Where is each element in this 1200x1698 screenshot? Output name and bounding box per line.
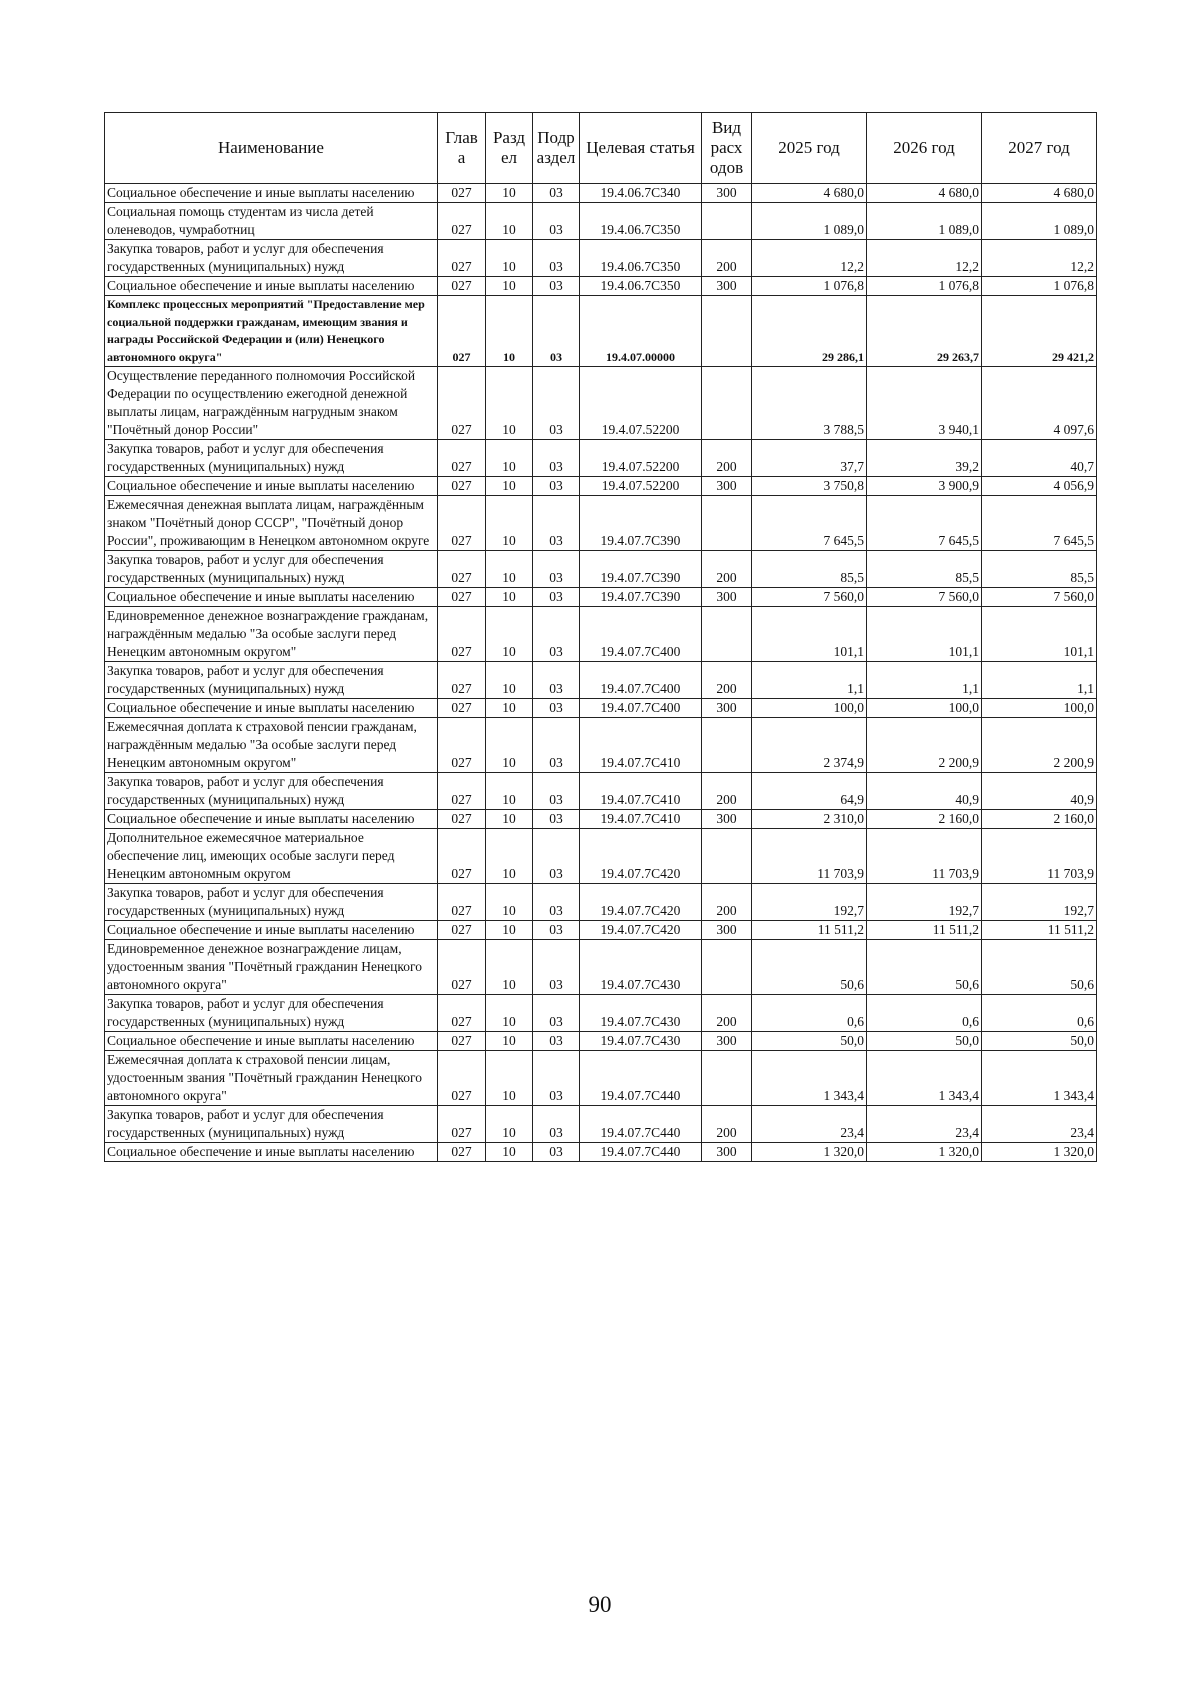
row-vid: 300 [702,699,752,718]
row-podrazdel: 03 [533,662,580,699]
row-value-2027: 40,9 [982,773,1097,810]
row-name: Социальное обеспечение и иные выплаты населению [105,184,438,203]
row-vid: 300 [702,277,752,296]
row-value-2027: 11 511,2 [982,921,1097,940]
table-row [105,718,1097,773]
row-value-2027: 29 421,2 [982,296,1097,367]
row-glava: 027 [438,496,486,551]
row-value-2027: 4 097,6 [982,367,1097,440]
row-target: 19.4.07.7С410 [580,718,702,773]
row-value-2027: 1 343,4 [982,1051,1097,1106]
row-glava: 027 [438,296,486,367]
row-razdel: 10 [486,440,533,477]
table-row [105,940,1097,995]
row-vid: 300 [702,810,752,829]
row-value-2025: 7 645,5 [752,496,867,551]
row-podrazdel: 03 [533,1106,580,1143]
row-target: 19.4.07.52200 [580,477,702,496]
budget-table [104,112,1097,1162]
row-glava: 027 [438,440,486,477]
row-value-2027: 100,0 [982,699,1097,718]
row-value-2026: 39,2 [867,440,982,477]
row-value-2027: 4 680,0 [982,184,1097,203]
row-name: Единовременное денежное вознаграждение гражданам, награждённым медалью "За особые заслуги перед Ненецким автономным округом" [105,607,438,662]
row-target: 19.4.07.7С390 [580,496,702,551]
row-vid: 200 [702,995,752,1032]
row-podrazdel: 03 [533,810,580,829]
row-podrazdel: 03 [533,440,580,477]
row-target: 19.4.07.7С440 [580,1106,702,1143]
row-name: Ежемесячная денежная выплата лицам, награждённым знаком "Почётный донор СССР", "Почётный донор России", проживающим в Ненецком автономном округе [105,496,438,551]
row-value-2026: 11 511,2 [867,921,982,940]
row-value-2027: 12,2 [982,240,1097,277]
row-value-2027: 1 076,8 [982,277,1097,296]
row-value-2027: 7 560,0 [982,588,1097,607]
row-vid: 200 [702,551,752,588]
row-podrazdel: 03 [533,884,580,921]
row-podrazdel: 03 [533,940,580,995]
row-vid: 200 [702,1106,752,1143]
row-name: Социальное обеспечение и иные выплаты населению [105,1143,438,1162]
row-value-2027: 11 703,9 [982,829,1097,884]
row-value-2026: 40,9 [867,773,982,810]
row-value-2025: 1,1 [752,662,867,699]
table-row [105,829,1097,884]
row-vid: 300 [702,588,752,607]
row-glava: 027 [438,240,486,277]
row-value-2026: 50,0 [867,1032,982,1051]
table-row [105,921,1097,940]
row-name: Ежемесячная доплата к страховой пенсии гражданам, награждённым медалью "За особые заслуги перед Ненецким автономным округом" [105,718,438,773]
row-name: Социальное обеспечение и иные выплаты населению [105,810,438,829]
row-value-2026: 50,6 [867,940,982,995]
row-name: Осуществление переданного полномочия Российской Федерации по осуществлению ежегодной денежной выплаты лицам, награждённым нагрудным знаком "Почётный донор России" [105,367,438,440]
table-row [105,184,1097,203]
row-razdel: 10 [486,921,533,940]
row-glava: 027 [438,277,486,296]
row-name: Закупка товаров, работ и услуг для обеспечения государственных (муниципальных) нужд [105,1106,438,1143]
row-razdel: 10 [486,773,533,810]
header-name: Наименование [105,113,438,184]
table-row [105,240,1097,277]
table-row [105,1051,1097,1106]
row-glava: 027 [438,718,486,773]
row-value-2025: 1 343,4 [752,1051,867,1106]
row-name: Закупка товаров, работ и услуг для обеспечения государственных (муниципальных) нужд [105,773,438,810]
row-target: 19.4.06.7С350 [580,277,702,296]
row-glava: 027 [438,995,486,1032]
row-podrazdel: 03 [533,367,580,440]
row-value-2027: 0,6 [982,995,1097,1032]
row-name: Закупка товаров, работ и услуг для обеспечения государственных (муниципальных) нужд [105,240,438,277]
row-value-2027: 85,5 [982,551,1097,588]
table-row [105,296,1097,367]
row-glava: 027 [438,588,486,607]
row-value-2025: 64,9 [752,773,867,810]
row-glava: 027 [438,1143,486,1162]
row-name: Ежемесячная доплата к страховой пенсии лицам, удостоенным звания "Почётный гражданин Ненецкого автономного округа" [105,1051,438,1106]
row-podrazdel: 03 [533,995,580,1032]
row-value-2026: 85,5 [867,551,982,588]
row-podrazdel: 03 [533,607,580,662]
row-value-2027: 1,1 [982,662,1097,699]
row-razdel: 10 [486,884,533,921]
table-row [105,810,1097,829]
row-glava: 027 [438,203,486,240]
header-glava: Глав а [438,113,486,184]
row-glava: 027 [438,921,486,940]
row-razdel: 10 [486,551,533,588]
row-target: 19.4.07.7С410 [580,810,702,829]
row-razdel: 10 [486,940,533,995]
table-row [105,1106,1097,1143]
row-value-2025: 7 560,0 [752,588,867,607]
row-value-2026: 2 160,0 [867,810,982,829]
row-vid: 200 [702,440,752,477]
row-glava: 027 [438,551,486,588]
row-glava: 027 [438,829,486,884]
row-vid: 200 [702,884,752,921]
row-target: 19.4.07.7С420 [580,921,702,940]
row-value-2026: 11 703,9 [867,829,982,884]
row-value-2026: 3 940,1 [867,367,982,440]
row-vid: 300 [702,1143,752,1162]
row-name: Социальное обеспечение и иные выплаты населению [105,477,438,496]
table-row [105,551,1097,588]
row-value-2026: 101,1 [867,607,982,662]
row-glava: 027 [438,367,486,440]
row-razdel: 10 [486,1143,533,1162]
row-podrazdel: 03 [533,551,580,588]
row-value-2026: 3 900,9 [867,477,982,496]
row-name: Закупка товаров, работ и услуг для обеспечения государственных (муниципальных) нужд [105,662,438,699]
page-number: 90 [588,1592,612,1617]
row-vid [702,940,752,995]
row-value-2025: 2 310,0 [752,810,867,829]
row-razdel: 10 [486,477,533,496]
row-vid: 200 [702,773,752,810]
row-name: Закупка товаров, работ и услуг для обеспечения государственных (муниципальных) нужд [105,884,438,921]
row-glava: 027 [438,1032,486,1051]
row-razdel: 10 [486,277,533,296]
header-2027: 2027 год [982,113,1097,184]
row-value-2026: 23,4 [867,1106,982,1143]
row-value-2025: 50,6 [752,940,867,995]
row-razdel: 10 [486,662,533,699]
row-razdel: 10 [486,810,533,829]
row-target: 19.4.07.7С420 [580,829,702,884]
row-vid: 200 [702,662,752,699]
row-razdel: 10 [486,367,533,440]
table-row [105,277,1097,296]
header-2026: 2026 год [867,113,982,184]
row-razdel: 10 [486,1032,533,1051]
row-glava: 027 [438,1051,486,1106]
row-razdel: 10 [486,240,533,277]
row-name: Дополнительное ежемесячное материальное обеспечение лиц, имеющих особые заслуги перед Ненецким автономным округом [105,829,438,884]
row-name: Комплекс процессных мероприятий "Предоставление мер социальной поддержки гражданам, имеющим звания и награды Российской Федерации и (или) Ненецкого автономного округа" [105,296,438,367]
table-row [105,773,1097,810]
row-value-2025: 37,7 [752,440,867,477]
row-value-2027: 50,6 [982,940,1097,995]
row-vid: 300 [702,921,752,940]
row-value-2025: 23,4 [752,1106,867,1143]
header-target: Целевая статья [580,113,702,184]
row-target: 19.4.07.52200 [580,440,702,477]
row-glava: 027 [438,477,486,496]
row-value-2026: 29 263,7 [867,296,982,367]
row-value-2027: 4 056,9 [982,477,1097,496]
row-target: 19.4.07.7С410 [580,773,702,810]
row-value-2025: 3 788,5 [752,367,867,440]
row-glava: 027 [438,1106,486,1143]
row-value-2025: 11 511,2 [752,921,867,940]
row-podrazdel: 03 [533,1051,580,1106]
row-value-2025: 1 076,8 [752,277,867,296]
row-vid [702,607,752,662]
row-target: 19.4.07.7С440 [580,1051,702,1106]
row-vid [702,829,752,884]
row-value-2027: 50,0 [982,1032,1097,1051]
table-row [105,995,1097,1032]
row-value-2025: 85,5 [752,551,867,588]
table-row [105,884,1097,921]
row-value-2025: 100,0 [752,699,867,718]
table-row [105,477,1097,496]
row-glava: 027 [438,940,486,995]
row-target: 19.4.07.7С390 [580,588,702,607]
row-value-2025: 3 750,8 [752,477,867,496]
row-name: Социальное обеспечение и иные выплаты населению [105,699,438,718]
row-podrazdel: 03 [533,773,580,810]
row-vid: 300 [702,477,752,496]
row-value-2026: 1,1 [867,662,982,699]
row-value-2026: 1 343,4 [867,1051,982,1106]
row-vid: 300 [702,184,752,203]
table-row [105,607,1097,662]
row-value-2026: 2 200,9 [867,718,982,773]
row-target: 19.4.06.7С340 [580,184,702,203]
row-value-2025: 50,0 [752,1032,867,1051]
row-value-2027: 101,1 [982,607,1097,662]
table-row [105,588,1097,607]
row-target: 19.4.07.7С440 [580,1143,702,1162]
header-vid: Вид расх одов [702,113,752,184]
header-razdel: Разд ел [486,113,533,184]
table-header-row [105,113,1097,184]
row-vid [702,203,752,240]
table-row [105,662,1097,699]
row-name: Социальное обеспечение и иные выплаты населению [105,921,438,940]
row-podrazdel: 03 [533,829,580,884]
row-value-2025: 29 286,1 [752,296,867,367]
row-value-2025: 0,6 [752,995,867,1032]
row-value-2025: 11 703,9 [752,829,867,884]
row-glava: 027 [438,607,486,662]
row-razdel: 10 [486,296,533,367]
row-glava: 027 [438,884,486,921]
row-podrazdel: 03 [533,718,580,773]
row-podrazdel: 03 [533,588,580,607]
row-target: 19.4.07.7С400 [580,662,702,699]
row-value-2025: 12,2 [752,240,867,277]
row-value-2026: 192,7 [867,884,982,921]
row-podrazdel: 03 [533,496,580,551]
row-target: 19.4.06.7С350 [580,240,702,277]
row-podrazdel: 03 [533,277,580,296]
row-value-2027: 7 645,5 [982,496,1097,551]
header-podrazdel: Подр аздел [533,113,580,184]
row-glava: 027 [438,184,486,203]
row-name: Социальная помощь студентам из числа детей оленеводов, чумработниц [105,203,438,240]
row-value-2025: 192,7 [752,884,867,921]
table-row [105,699,1097,718]
row-podrazdel: 03 [533,477,580,496]
row-name: Социальное обеспечение и иные выплаты населению [105,277,438,296]
row-razdel: 10 [486,496,533,551]
row-glava: 027 [438,662,486,699]
row-razdel: 10 [486,203,533,240]
row-razdel: 10 [486,829,533,884]
row-value-2025: 2 374,9 [752,718,867,773]
row-value-2027: 192,7 [982,884,1097,921]
row-razdel: 10 [486,588,533,607]
row-target: 19.4.07.7С400 [580,699,702,718]
table-body [105,184,1097,1162]
row-vid [702,1051,752,1106]
row-value-2026: 7 645,5 [867,496,982,551]
table-row [105,440,1097,477]
table-row [105,367,1097,440]
row-value-2027: 1 089,0 [982,203,1097,240]
row-podrazdel: 03 [533,699,580,718]
row-value-2027: 40,7 [982,440,1097,477]
row-podrazdel: 03 [533,1032,580,1051]
table-row [105,496,1097,551]
row-podrazdel: 03 [533,240,580,277]
row-value-2026: 0,6 [867,995,982,1032]
row-razdel: 10 [486,184,533,203]
row-target: 19.4.07.7С400 [580,607,702,662]
row-value-2025: 4 680,0 [752,184,867,203]
row-target: 19.4.07.7С390 [580,551,702,588]
row-podrazdel: 03 [533,203,580,240]
row-vid: 300 [702,1032,752,1051]
row-value-2026: 1 320,0 [867,1143,982,1162]
row-target: 19.4.07.7С430 [580,995,702,1032]
row-vid [702,367,752,440]
row-podrazdel: 03 [533,1143,580,1162]
row-glava: 027 [438,810,486,829]
row-target: 19.4.07.52200 [580,367,702,440]
row-value-2025: 101,1 [752,607,867,662]
row-target: 19.4.07.7С430 [580,1032,702,1051]
row-razdel: 10 [486,1106,533,1143]
row-name: Социальное обеспечение и иные выплаты населению [105,588,438,607]
row-name: Единовременное денежное вознаграждение лицам, удостоенным звания "Почётный гражданин Ненецкого автономного округа" [105,940,438,995]
row-vid: 200 [702,240,752,277]
row-value-2025: 1 089,0 [752,203,867,240]
row-value-2027: 23,4 [982,1106,1097,1143]
row-value-2026: 100,0 [867,699,982,718]
row-name: Социальное обеспечение и иные выплаты населению [105,1032,438,1051]
row-vid [702,296,752,367]
row-target: 19.4.07.7С430 [580,940,702,995]
row-value-2026: 7 560,0 [867,588,982,607]
row-value-2027: 2 200,9 [982,718,1097,773]
row-name: Закупка товаров, работ и услуг для обеспечения государственных (муниципальных) нужд [105,551,438,588]
row-razdel: 10 [486,607,533,662]
row-name: Закупка товаров, работ и услуг для обеспечения государственных (муниципальных) нужд [105,995,438,1032]
row-value-2026: 1 089,0 [867,203,982,240]
row-value-2027: 1 320,0 [982,1143,1097,1162]
row-value-2026: 4 680,0 [867,184,982,203]
table-row [105,203,1097,240]
table-row [105,1032,1097,1051]
row-value-2026: 1 076,8 [867,277,982,296]
row-razdel: 10 [486,699,533,718]
row-vid [702,496,752,551]
row-razdel: 10 [486,718,533,773]
row-podrazdel: 03 [533,184,580,203]
row-glava: 027 [438,699,486,718]
table-row [105,1143,1097,1162]
header-2025: 2025 год [752,113,867,184]
row-target: 19.4.06.7С350 [580,203,702,240]
row-name: Закупка товаров, работ и услуг для обеспечения государственных (муниципальных) нужд [105,440,438,477]
row-target: 19.4.07.7С420 [580,884,702,921]
row-razdel: 10 [486,1051,533,1106]
row-value-2026: 12,2 [867,240,982,277]
row-podrazdel: 03 [533,296,580,367]
row-razdel: 10 [486,995,533,1032]
row-target: 19.4.07.00000 [580,296,702,367]
row-value-2025: 1 320,0 [752,1143,867,1162]
row-value-2027: 2 160,0 [982,810,1097,829]
row-glava: 027 [438,773,486,810]
row-vid [702,718,752,773]
row-podrazdel: 03 [533,921,580,940]
